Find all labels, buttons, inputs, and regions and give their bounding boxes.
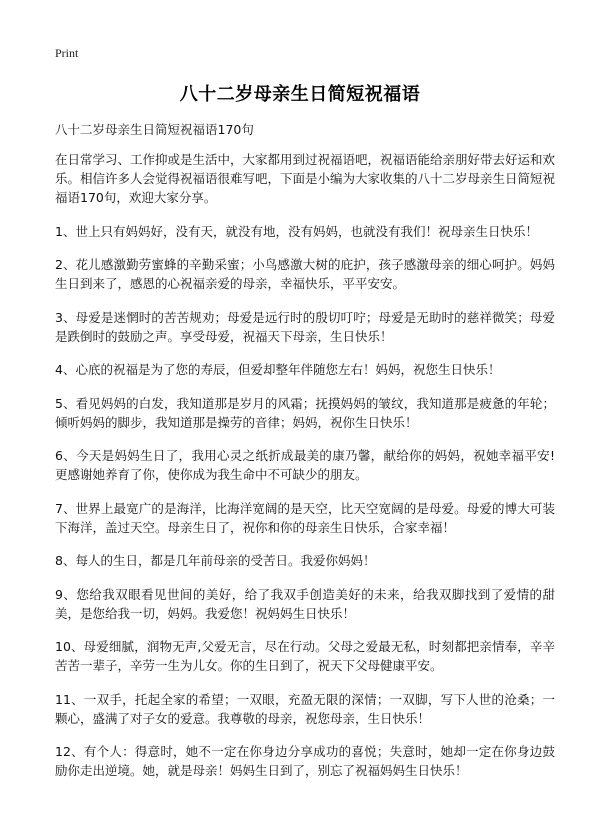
wish-item-3: 3、母爱是迷惘时的苦苦规劝；母爱是远行时的殷切叮咛；母爱是无助时的慈祥微笑；母爱是跌倒时的鼓励之声。享受母爱，祝福天下母亲，生日快乐！ [55,309,555,344]
wish-item-10: 10、母爱细腻，润物无声,父爱无言，尽在行动。父母之爱最无私，时刻都把亲情奉，辛辛苦苦一辈子，辛劳一生为儿女。你的生日到了，祝天下父母健康平安。 [55,639,555,673]
wish-item-2: 2、花儿感激勤劳蜜蜂的辛勤采蜜；小鸟感激大树的庇护，孩子感激母亲的细心呵护。妈妈生日到来了，感恩的心祝福亲爱的母亲，幸福快乐，平平安安。 [55,257,555,291]
wish-item-9: 9、您给我双眼看见世间的美好，给了我双手创造美好的未来，给我双脚找到了爱情的甜美，是您给我一切，妈妈。我爱您！祝妈妈生日快乐！ [55,586,555,621]
intro-paragraph: 在日常学习、工作抑或是生活中，大家都用到过祝福语吧，祝福语能给亲朋好带去好运和欢乐。相信许多人会觉得祝福语很难写吧，下面是小编为大家收集的八十二岁母亲生日简短祝福语170句，欢迎大家分享。 [55,152,556,205]
print-label: Print [55,46,79,60]
wish-item-6: 6、今天是妈妈生日了，我用心灵之纸折成最美的康乃馨，献给你的妈妈，祝她幸福平安!更感谢她养育了你，使你成为我生命中不可缺少的朋友。 [55,448,555,482]
wish-item-11: 11、一双手，托起全家的希望；一双眼，充盈无限的深情；一双脚，写下人世的沧桑；一颗心，盛满了对子女的爱意。我尊敬的母亲，祝您母亲，生日快乐！ [55,691,555,726]
wish-item-8: 8、每人的生日，都是几年前母亲的受苦日。我爱你妈妈！ [55,553,376,568]
wish-item-5: 5、看见妈妈的白发，我知道那是岁月的风霜；抚摸妈妈的皱纹，我知道那是疲惫的年轮；倾听妈妈的脚步，我知道那是操劳的音律；妈妈，祝你生日快乐！ [55,395,555,430]
wish-item-4: 4、心底的祝福是为了您的寿辰，但爱却整年伴随您左右！妈妈，祝您生日快乐！ [55,362,501,377]
article-body [55,150,555,795]
wish-item-1: 1、世上只有妈妈好，没有天，就没有地，没有妈妈，也就没有我们！祝母亲生日快乐！ [55,223,538,239]
wish-item-7: 7、世界上最宽广的是海洋，比海洋宽阔的是天空，比天空宽阔的是母爱。母爱的博大可装下海洋，盖过天空。母亲生日了，祝你和你的母亲生日快乐，合家幸福！ [55,500,555,535]
page-title: 八十二岁母亲生日简短祝福语 [179,84,421,105]
wish-item-12: 12、有个人：得意时，她不一定在你身边分享成功的喜悦；失意时，她却一定在你身边鼓励你走出逆境。她，就是母亲！妈妈生日到了，别忘了祝福妈妈生日快乐！ [55,744,555,778]
page-subtitle: 八十二岁母亲生日简短祝福语170句 [55,122,254,137]
